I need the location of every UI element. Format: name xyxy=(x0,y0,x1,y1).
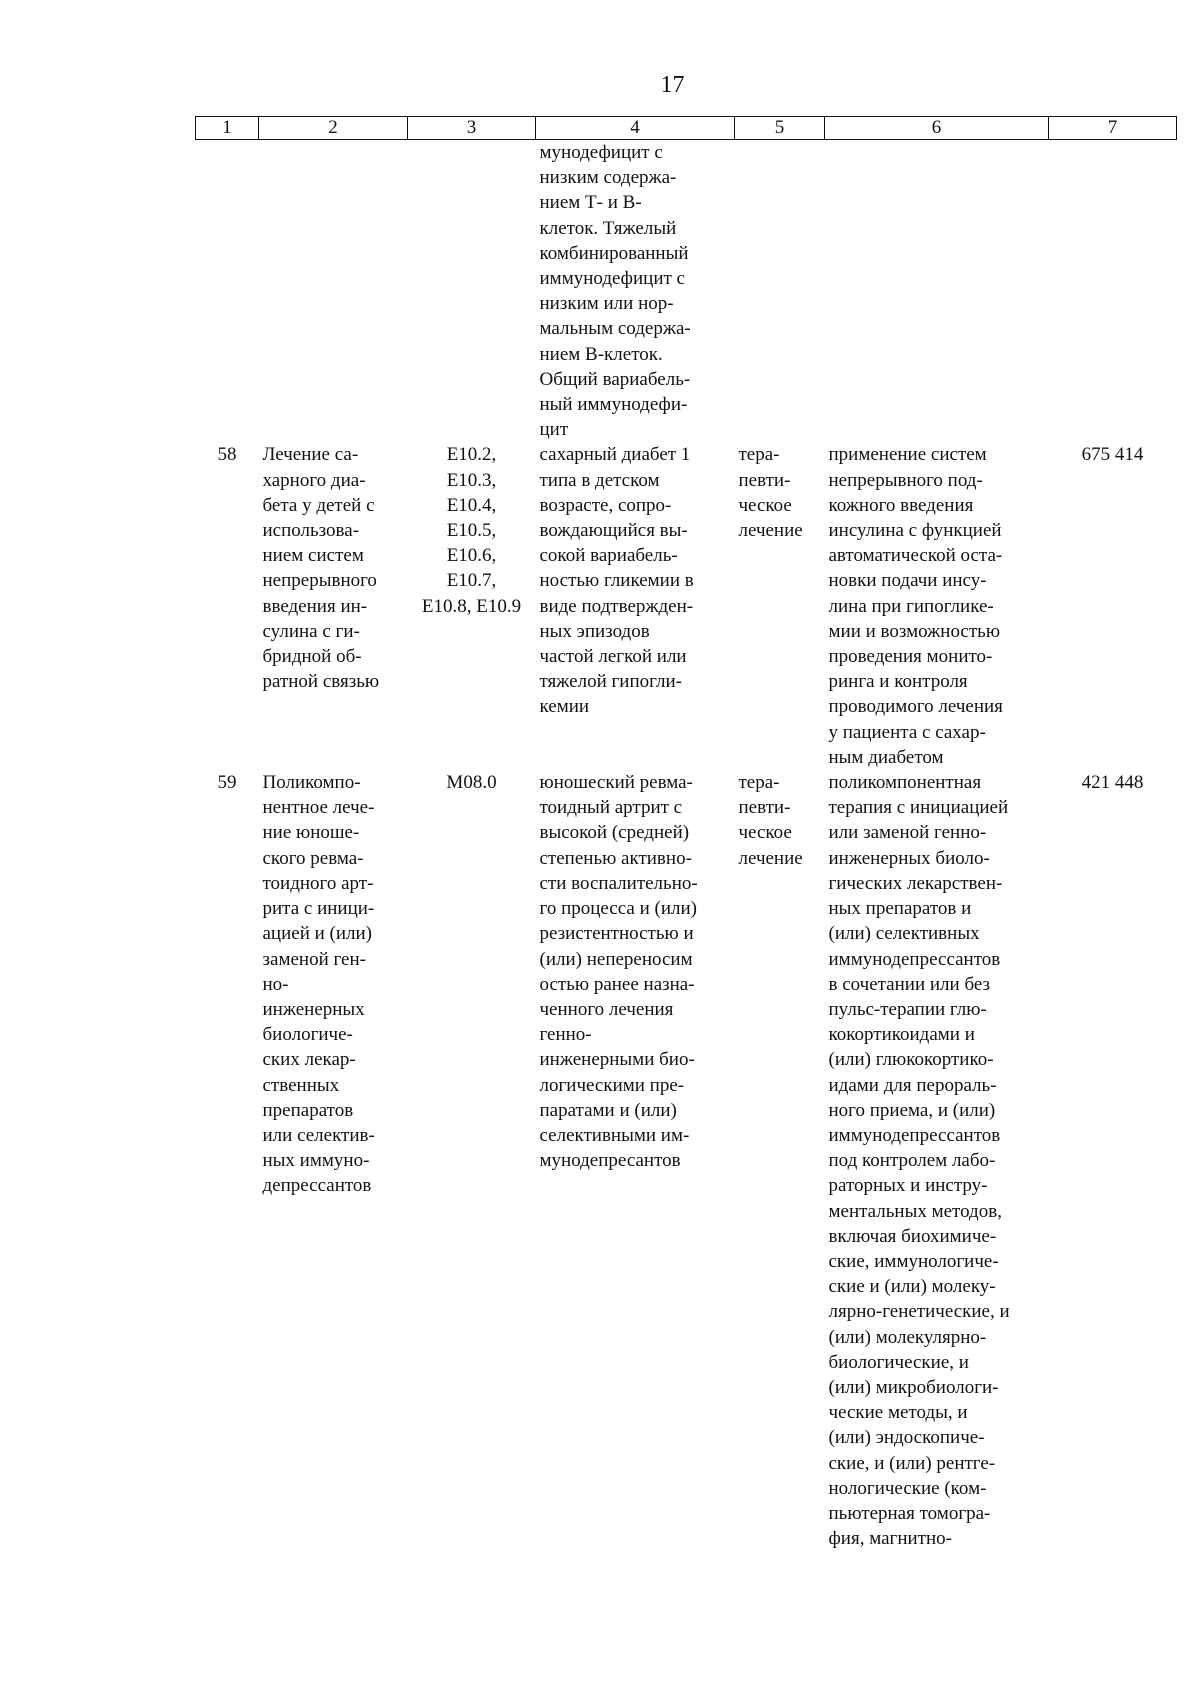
text-line: тяжелой гипогли- xyxy=(539,671,682,693)
text-line: лярно-генетические, и xyxy=(828,1301,1010,1323)
text-line: нием Т- и В- xyxy=(539,192,642,214)
text-line: сокой вариабель- xyxy=(539,545,678,567)
text-line: ностью гликемии в xyxy=(539,570,694,592)
text-line: Е10.8, Е10.9 xyxy=(421,595,522,617)
text-line: под контролем лабо- xyxy=(828,1150,996,1172)
text-line: ственных xyxy=(262,1074,340,1096)
header-col-6: 6 xyxy=(825,117,1049,140)
text-line: Общий вариабель- xyxy=(539,368,691,390)
cost-cell: 675 414 xyxy=(1081,444,1144,466)
text-line: инженерными био- xyxy=(539,1049,695,1071)
text-line: но- xyxy=(262,973,289,995)
text-line: ратной связью xyxy=(262,671,380,693)
text-line: биологические, и xyxy=(828,1351,969,1373)
text-line: ных иммуно- xyxy=(262,1150,370,1172)
text-line: Е10.3, xyxy=(446,469,497,491)
text-line: инженерных биоло- xyxy=(828,847,990,869)
text-line: ческое xyxy=(738,494,792,516)
text-line: (или) микробиологи- xyxy=(828,1376,999,1398)
text-line: раторных и инстру- xyxy=(828,1175,988,1197)
text-line: препаратов xyxy=(262,1099,354,1121)
header-col-4: 4 xyxy=(536,117,735,140)
text-line: бета у детей с xyxy=(262,494,375,516)
icd-codes-cell xyxy=(408,442,536,770)
text-line: степенью активно- xyxy=(539,847,692,869)
text-line: Лечение са- xyxy=(262,444,359,466)
cost-cell: 421 448 xyxy=(1081,772,1144,794)
service-name-cell xyxy=(259,442,408,770)
text-line: бридной об- xyxy=(262,646,362,668)
text-line: певти- xyxy=(738,797,791,819)
service-name-cell xyxy=(259,770,408,1551)
text-line: певти- xyxy=(738,469,791,491)
table-row-58 xyxy=(196,442,1177,770)
text-line: ринга и контроля xyxy=(828,671,968,693)
text-line: нием систем xyxy=(262,545,364,567)
page-number: 17 xyxy=(660,72,685,98)
text-line: низким содержа- xyxy=(539,167,677,189)
text-line: иммунодефицит с xyxy=(539,268,685,290)
text-line: лечение xyxy=(738,520,803,542)
text-line: (или) эндоскопиче- xyxy=(828,1427,985,1449)
text-line: ментальных методов, xyxy=(828,1200,1002,1222)
text-line: ных эпизодов xyxy=(539,620,650,642)
text-line: Е10.4, xyxy=(446,494,497,516)
row-number: 59 xyxy=(217,772,237,794)
text-line: селективными им- xyxy=(539,1124,690,1146)
text-line: биологиче- xyxy=(262,1024,353,1046)
text-line: ние юноше- xyxy=(262,822,360,844)
text-line: ские и (или) молеку- xyxy=(828,1276,996,1298)
text-line: автоматической оста- xyxy=(828,545,1003,567)
text-line: нологические (ком- xyxy=(828,1477,987,1499)
text-line: лечение xyxy=(738,847,803,869)
text-line: применение систем xyxy=(828,444,987,466)
text-line: или заменой генно- xyxy=(828,822,987,844)
text-line: M08.0 xyxy=(446,772,497,794)
text-line: ный иммунодефи- xyxy=(539,394,688,416)
text-line: мии и возможностью xyxy=(828,620,1001,642)
text-line: идами для перораль- xyxy=(828,1074,997,1096)
text-line: (или) молекулярно- xyxy=(828,1326,987,1348)
text-line: или селектив- xyxy=(262,1124,375,1146)
text-line: Поликомпо- xyxy=(262,772,361,794)
text-line: депрессантов xyxy=(262,1175,372,1197)
text-line: частой легкой или xyxy=(539,646,687,668)
continuation-row xyxy=(196,140,1177,443)
text-line: Е10.6, xyxy=(446,545,497,567)
text-line: кокортикоидами и xyxy=(828,1024,975,1046)
text-line: ченного лечения xyxy=(539,998,674,1020)
text-line: Е10.5, xyxy=(446,520,497,542)
text-line: тоидного арт- xyxy=(262,872,374,894)
text-line: вождающийся вы- xyxy=(539,520,688,542)
text-line: непрерывного xyxy=(262,570,377,592)
text-line: лина при гипоглике- xyxy=(828,595,994,617)
text-line: нием В-клеток. xyxy=(539,343,663,365)
text-line: иммунодепрессантов xyxy=(828,948,1001,970)
text-line: сти воспалительно- xyxy=(539,872,698,894)
text-line: низким или нор- xyxy=(539,293,674,315)
text-line: включая биохимиче- xyxy=(828,1225,997,1247)
text-line: проведения монито- xyxy=(828,646,993,668)
text-line: мунодефицит с xyxy=(539,142,663,163)
text-line: кемии xyxy=(539,696,590,718)
text-line: паратами и (или) xyxy=(539,1099,677,1121)
text-line: комбинированный xyxy=(539,242,689,264)
text-line: ского ревма- xyxy=(262,847,364,869)
text-line: ческие методы, и xyxy=(828,1402,968,1424)
icd-codes-cell xyxy=(408,770,536,1551)
header-col-7: 7 xyxy=(1049,117,1177,140)
text-line: харного диа- xyxy=(262,469,366,491)
text-line: высокой (средней) xyxy=(539,822,690,844)
table-row-59 xyxy=(196,770,1177,1551)
treatment-method-cell xyxy=(825,770,1049,1551)
treatment-type-cell xyxy=(735,442,825,770)
text-line: тоидный артрит с xyxy=(539,797,683,819)
text-line: пьютерная томогра- xyxy=(828,1502,991,1524)
text-line: Е10.7, xyxy=(446,570,497,592)
header-row xyxy=(196,117,1177,140)
text-line: тера- xyxy=(738,444,780,466)
text-line: возрасте, сопро- xyxy=(539,494,672,516)
text-line: (или) глюкокортико- xyxy=(828,1049,994,1071)
text-line: остью ранее назна- xyxy=(539,973,695,995)
row-number: 58 xyxy=(217,444,237,466)
text-line: пульс-терапии глю- xyxy=(828,998,987,1020)
text-line: виде подтвержден- xyxy=(539,595,694,617)
continuation-model-cell xyxy=(536,140,735,443)
text-line: тера- xyxy=(738,772,780,794)
text-line: гических лекарствен- xyxy=(828,872,1003,894)
patient-model-cell xyxy=(536,770,735,1551)
text-line: клеток. Тяжелый xyxy=(539,217,677,239)
text-line: использова- xyxy=(262,520,360,542)
text-line: ческое xyxy=(738,822,792,844)
text-line: (или) селективных xyxy=(828,923,980,945)
header-col-5: 5 xyxy=(735,117,825,140)
text-line: нентное лече- xyxy=(262,797,375,819)
services-table xyxy=(195,116,1177,1551)
text-line: фия, магнитно- xyxy=(828,1528,952,1550)
text-line: сахарный диабет 1 xyxy=(539,444,691,466)
text-line: введения ин- xyxy=(262,595,368,617)
text-line: юношеский ревма- xyxy=(539,772,693,794)
text-line: ным диабетом xyxy=(828,746,944,768)
text-line: цит xyxy=(539,419,569,441)
text-line: ские, иммунологиче- xyxy=(828,1250,999,1272)
text-line: непрерывного под- xyxy=(828,469,983,491)
text-line: логическими пре- xyxy=(539,1074,685,1096)
text-line: ские, и (или) рентге- xyxy=(828,1452,996,1474)
header-col-1: 1 xyxy=(196,117,259,140)
header-col-3: 3 xyxy=(408,117,536,140)
text-line: мунодепресантов xyxy=(539,1150,681,1172)
text-line: сулина с ги- xyxy=(262,620,360,642)
text-line: ных препаратов и xyxy=(828,898,972,920)
text-line: ного приема, и (или) xyxy=(828,1099,996,1121)
text-line: ацией и (или) xyxy=(262,923,373,945)
text-line: инженерных xyxy=(262,998,365,1020)
text-line: инсулина с функцией xyxy=(828,520,1002,542)
text-line: типа в детском xyxy=(539,469,660,491)
patient-model-cell xyxy=(536,442,735,770)
text-line: рита с иници- xyxy=(262,898,375,920)
text-line: ских лекар- xyxy=(262,1049,356,1071)
header-col-2: 2 xyxy=(259,117,408,140)
text-line: (или) непереносим xyxy=(539,948,693,970)
text-line: проводимого лечения xyxy=(828,696,1003,718)
treatment-type-cell xyxy=(735,770,825,1551)
text-line: Е10.2, xyxy=(446,444,497,466)
text-line: кожного введения xyxy=(828,494,974,516)
text-line: го процесса и (или) xyxy=(539,898,697,920)
text-line: новки подачи инсу- xyxy=(828,570,987,592)
text-line: резистентностью и xyxy=(539,923,694,945)
text-line: поликомпонентная xyxy=(828,772,982,794)
text-line: терапия с инициацией xyxy=(828,797,1009,819)
text-line: в сочетании или без xyxy=(828,973,991,995)
text-line: мальным содержа- xyxy=(539,318,691,340)
text-line: генно- xyxy=(539,1024,592,1046)
text-line: иммунодепрессантов xyxy=(828,1124,1001,1146)
text-line: у пациента с сахар- xyxy=(828,721,986,743)
text-line: заменой ген- xyxy=(262,948,366,970)
treatment-method-cell xyxy=(825,442,1049,770)
